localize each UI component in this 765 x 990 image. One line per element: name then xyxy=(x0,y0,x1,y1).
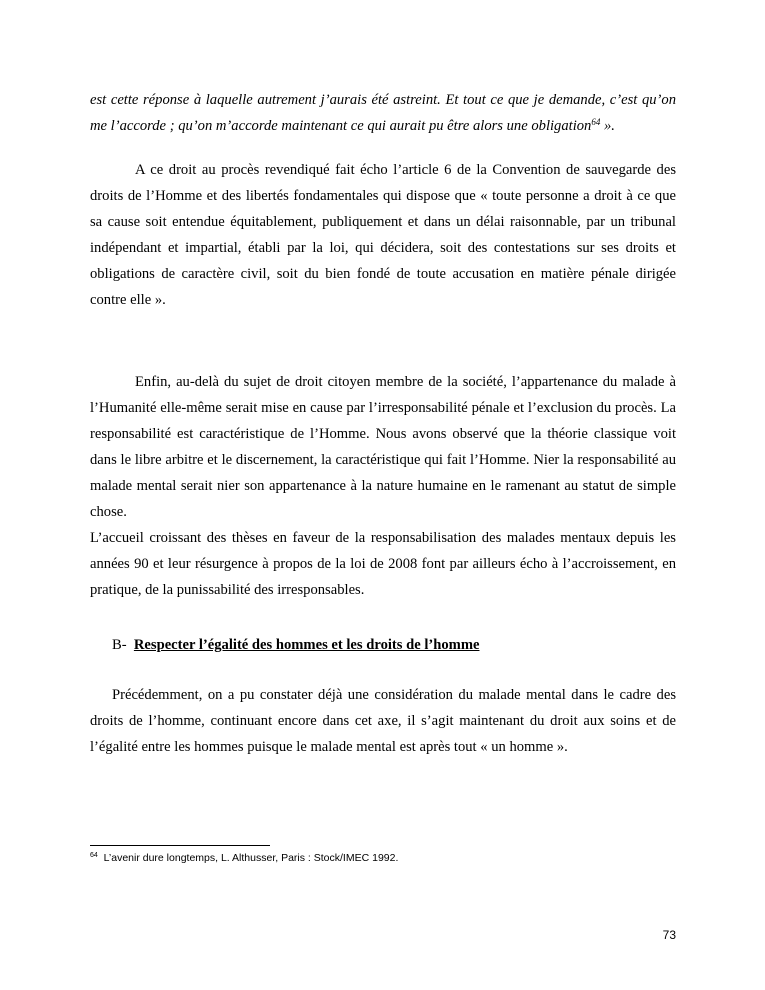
paragraph-precedemment: Précédemment, on a pu constater déjà une considération du malade mental dans le cadre des droits de l’homme, continuant encore dans cet axe, il s’agit maintenant du droit aux soins et de l’égalité entre les hommes puisque le malade mental est après tout « un homme ». xyxy=(90,687,676,755)
section-prefix: B- xyxy=(112,637,127,653)
paragraph-article-6: A ce droit au procès revendiqué fait écho l’article 6 de la Convention de sauvegarde des droits de l’Homme et des libertés fondamentales qui dispose que « toute personne a droit à ce que sa cause soit entendue équitablement, publiquement et dans un délai raisonnable, par un tribunal indépendant et impartial, établi par la loi, qui décidera, soit des contestations sur ses droits et obligations de caractère civil, soit du bien fondé de toute accusation en matière pénale dirigée contre elle ». xyxy=(90,162,676,308)
paragraph-humanite: Enfin, au-delà du sujet de droit citoyen membre de la société, l’appartenance du malade à l’Humanité elle-même serait mise en cause par l’irresponsabilité pénale et l’exclusion du procès. La responsabilité est caractéristique de l’Homme. Nous avons observé que la théorie classique voit dans le libre arbitre et le discernement, la caractéristique qui fait l’Homme. Nier la responsabilité au malade mental serait nier son appartenance à la nature humaine en le ramenant au statut de simple chose. xyxy=(90,374,676,520)
footnote-number: 64 xyxy=(90,852,98,859)
quote-end: ». xyxy=(600,118,615,134)
quote-paragraph xyxy=(90,87,676,139)
section-title: Respecter l’égalité des hommes et les droits de l’homme xyxy=(133,637,480,653)
footnote-divider xyxy=(90,845,270,846)
footnote xyxy=(90,852,398,864)
footnote-reference[interactable]: 64 xyxy=(591,117,601,127)
footnote-text: L’avenir dure longtemps, L. Althusser, Paris : Stock/IMEC 1992. xyxy=(103,852,399,864)
page-number: 73 xyxy=(662,928,676,942)
section-heading xyxy=(90,632,676,658)
page-body xyxy=(90,87,676,760)
paragraph-accueil: L’accueil croissant des thèses en faveur de la responsabilisation des malades mentaux depuis les années 90 et leur résurgence à propos de la loi de 2008 font par ailleurs écho à l’accroissement, en pratique, de la punissabilité des irresponsables. xyxy=(90,530,676,598)
quote-text: est cette réponse à laquelle autrement j’aurais été astreint. Et tout ce que je demande, c’est qu’on me l’accorde ; qu’on m’accorde maintenant ce qui aurait pu être alors une obligation xyxy=(90,92,676,134)
